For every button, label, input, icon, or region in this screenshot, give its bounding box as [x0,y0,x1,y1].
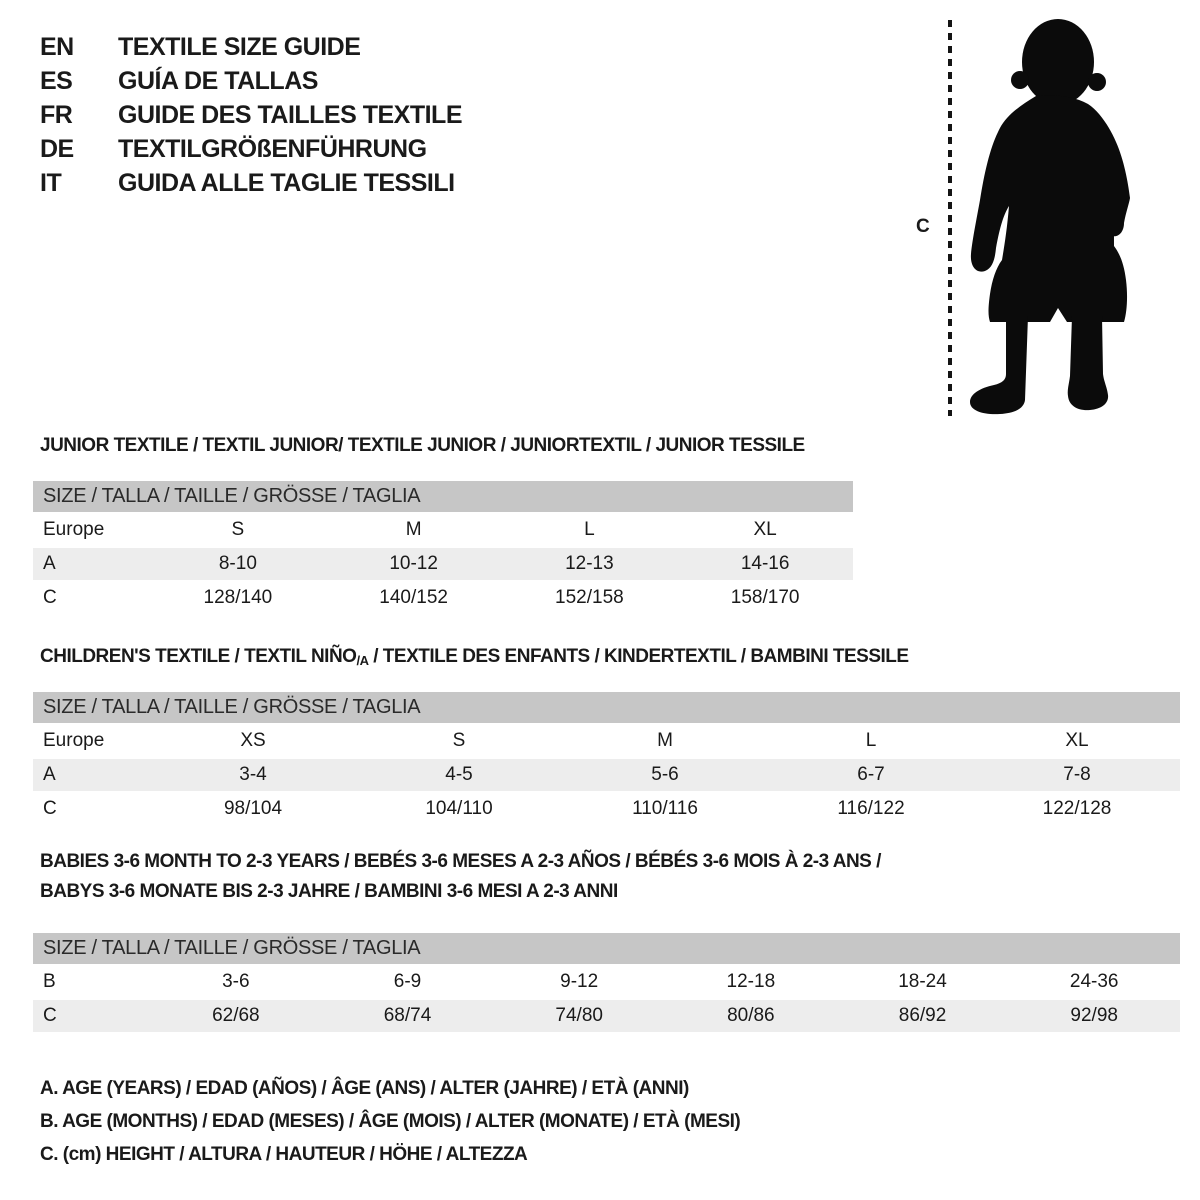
language-row-it [40,166,462,200]
table-row [33,582,853,614]
babies-size-header-bar: SIZE / TALLA / TAILLE / GRÖSSE / TAGLIA [33,933,1180,964]
height-measure-label-c: C [916,216,930,237]
age-cell: 4-5 [445,764,473,785]
row-label-c: C [43,798,57,819]
language-row-es [40,64,462,98]
language-title-fr: GUIDE DES TAILLES TEXTILE [118,100,463,129]
height-measure-dashed-line [948,20,952,416]
size-cell: XL [1065,730,1089,751]
size-cell: S [452,730,466,751]
height-cell: 68/74 [383,1005,432,1026]
height-cell: 110/116 [632,798,698,819]
children-size-table [33,692,1180,825]
row-label-c: C [43,587,57,608]
language-title-en: TEXTILE SIZE GUIDE [118,32,361,61]
language-code-fr: FR [40,100,73,129]
table-row [33,759,1180,791]
row-label-europe: Europe [43,730,105,751]
age-cell: 7-8 [1063,764,1091,785]
language-row-fr [40,98,462,132]
age-cell: 6-9 [393,971,422,992]
language-code-de: DE [40,134,74,163]
table-row [33,725,1180,757]
size-cell: XL [753,519,777,540]
row-label-c: C [43,1005,57,1026]
row-label-b: B [43,971,56,992]
language-title-de: TEXTILGRÖßENFÜHRUNG [118,134,427,163]
language-row-de [40,132,462,166]
language-code-it: IT [40,168,62,197]
row-label-a: A [43,764,56,785]
age-cell: 10-12 [389,553,438,574]
size-cell: XS [240,730,266,751]
height-cell: 74/80 [555,1005,603,1026]
age-cell: 12-18 [726,971,776,992]
legend-line-a: A. AGE (YEARS) / EDAD (AÑOS) / ÂGE (ANS) / ALTER (JAHRE) / ETÀ (ANNI) [40,1078,689,1099]
age-cell: 8-10 [218,553,257,574]
size-cell: L [865,730,877,751]
age-cell: 5-6 [651,764,679,785]
height-cell: 92/98 [1070,1005,1118,1026]
height-cell: 62/68 [212,1005,260,1026]
children-title-main: CHILDREN'S TEXTILE / TEXTIL NIÑO [40,646,357,667]
height-cell: 152/158 [555,587,624,608]
children-section-title [40,645,909,672]
children-title-rest: / TEXTILE DES ENFANTS / KINDERTEXTIL / BAMBINI TESSILE [368,646,909,667]
age-cell: 6-7 [857,764,885,785]
height-cell: 158/170 [730,587,800,608]
size-cell: M [657,730,673,751]
legend-line-c: C. (cm) HEIGHT / ALTURA / HAUTEUR / HÖHE / ALTEZZA [40,1144,528,1165]
measurement-legend [40,1072,740,1171]
height-cell: 86/92 [898,1005,947,1026]
age-cell: 3-4 [239,764,267,785]
size-cell: S [231,519,245,540]
children-title-sub: /A [356,653,369,668]
age-cell: 14-16 [740,553,790,574]
language-code-es: ES [40,66,73,95]
size-cell: L [584,519,595,540]
age-cell: 3-6 [222,971,250,992]
legend-line-b: B. AGE (MONTHS) / EDAD (MESES) / ÂGE (MOIS) / ALTER (MONATE) / ETÀ (MESI) [40,1111,741,1132]
age-cell: 12-13 [565,553,614,574]
toddler-silhouette-image [963,16,1135,416]
row-label-europe: Europe [43,519,105,540]
babies-section-title [40,850,881,903]
table-row [33,966,1180,998]
language-title-block [40,30,462,200]
row-label-a: A [43,553,56,574]
age-cell: 24-36 [1069,971,1119,992]
junior-size-table [33,481,853,614]
babies-size-table [33,933,1180,1032]
junior-section-title: JUNIOR TEXTILE / TEXTIL JUNIOR/ TEXTILE JUNIOR / JUNIORTEXTIL / JUNIOR TESSILE [40,435,805,456]
table-row [33,793,1180,825]
language-row-en [40,30,462,64]
height-cell: 128/140 [203,587,273,608]
table-row [33,548,853,580]
age-cell: 18-24 [898,971,947,992]
table-row [33,514,853,546]
height-cell: 140/152 [379,587,448,608]
height-cell: 80/86 [727,1005,775,1026]
language-title-es: GUÍA DE TALLAS [118,66,318,95]
junior-size-header-bar: SIZE / TALLA / TAILLE / GRÖSSE / TAGLIA [33,481,853,512]
height-cell: 116/122 [837,798,905,819]
language-title-it: GUIDA ALLE TAGLIE TESSILI [118,168,455,197]
height-cell: 122/128 [1042,798,1112,819]
height-cell: 104/110 [425,798,493,819]
size-cell: M [405,519,422,540]
language-code-en: EN [40,32,74,61]
babies-title-line1: BABIES 3-6 MONTH TO 2-3 YEARS / BEBÉS 3-6 MESES A 2-3 AÑOS / BÉBÉS 3-6 MOIS À 2-3 ANS / [40,851,881,872]
age-cell: 9-12 [560,971,599,992]
babies-title-line2: BABYS 3-6 MONATE BIS 2-3 JAHRE / BAMBINI 3-6 MESI A 2-3 ANNI [40,881,618,902]
table-row [33,1000,1180,1032]
children-size-header-bar: SIZE / TALLA / TAILLE / GRÖSSE / TAGLIA [33,692,1180,723]
height-cell: 98/104 [223,798,283,819]
